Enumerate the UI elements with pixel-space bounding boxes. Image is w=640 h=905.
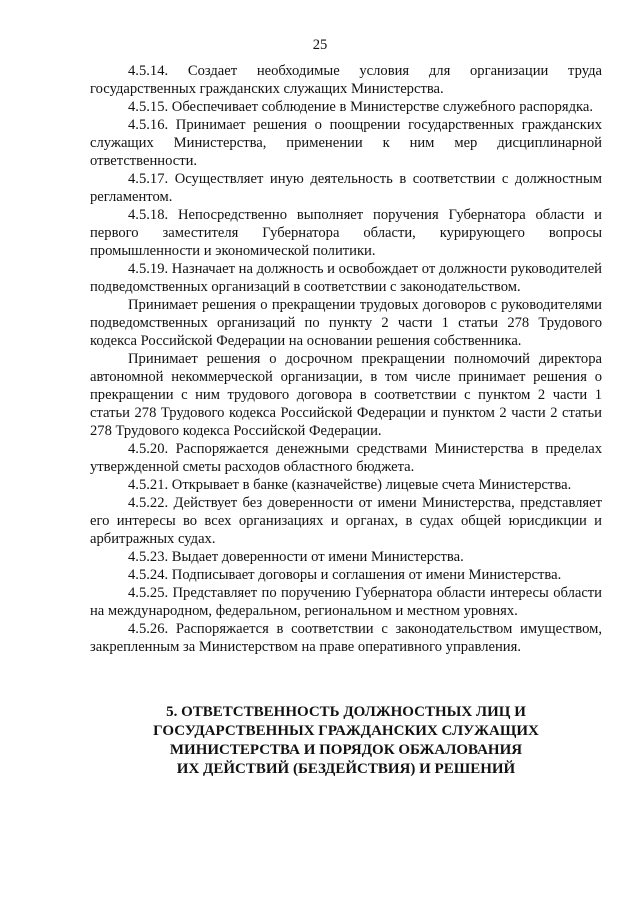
page-number: 25 [312,37,328,53]
paragraph-4-5-20: 4.5.20. Распоряжается денежными средствами Министерства в пределах утвержденной сметы расходов областного бюджета. [90,441,602,475]
paragraph-4-5-21: 4.5.21. Открывает в банке (казначействе) лицевые счета Министерства. [128,477,572,493]
section-heading-line: ИХ ДЕЙСТВИЙ (БЕЗДЕЙСТВИЯ) И РЕШЕНИЙ [176,761,516,777]
paragraph-4-5-22: 4.5.22. Действует без доверенности от имени Министерства, представляет его интересы во всех организациях и органах, в судах общей юрисдикции и арбитражных судах. [90,495,602,547]
paragraph-4-5-14: 4.5.14. Создает необходимые условия для организации труда государственных гражданских служащих Министерства. [90,63,602,97]
section-heading-line: МИНИСТЕРСТВА И ПОРЯДОК ОБЖАЛОВАНИЯ [169,742,523,758]
paragraph-contract-termination: Принимает решения о прекращении трудовых договоров с руководителями подведомственных организаций по пункту 2 части 1 статьи 278 Трудового кодекса Российской Федерации на основании решения собственника. [90,297,602,349]
paragraph-4-5-23: 4.5.23. Выдает доверенности от имени Министерства. [128,549,464,565]
paragraph-4-5-24: 4.5.24. Подписывает договоры и соглашения от имени Министерства. [128,567,562,583]
section-heading [90,703,602,779]
paragraph-4-5-17: 4.5.17. Осуществляет иную деятельность в соответствии с должностным регламентом. [90,171,602,205]
paragraph-4-5-15: 4.5.15. Обеспечивает соблюдение в Министерстве служебного распорядка. [128,99,594,115]
paragraph-4-5-16: 4.5.16. Принимает решения о поощрении государственных гражданских служащих Министерства, применении к ним мер дисциплинарной ответственности. [90,117,602,169]
section-heading-line: ГОСУДАРСТВЕННЫХ ГРАЖДАНСКИХ СЛУЖАЩИХ [153,723,539,739]
paragraph-4-5-18: 4.5.18. Непосредственно выполняет поручения Губернатора области и первого заместителя Губернатора области, курирующего вопросы промышленности и экономической политики. [90,207,602,259]
paragraph-4-5-19: 4.5.19. Назначает на должность и освобождает от должности руководителей подведомственных организаций в соответствии с законодательством. [90,261,602,295]
body-text [90,62,602,656]
paragraph-director-termination: Принимает решения о досрочном прекращении полномочий директора автономной некоммерческой организации, в том числе принимает решения о прекращении с ним трудового договора в соответствии с пунктом 2 части 1 статьи 278 Трудового кодекса Российской Федерации и пунктом 2 части 2 статьи 278 Трудового кодекса Российской Федерации. [90,351,602,439]
paragraph-4-5-26: 4.5.26. Распоряжается в соответствии с законодательством имуществом, закрепленным за Министерством на праве оперативного управления. [90,621,602,655]
paragraph-4-5-25: 4.5.25. Представляет по поручению Губернатора области интересы области на международном, федеральном, региональном и местном уровнях. [90,585,602,619]
section-heading-line: 5. ОТВЕТСТВЕННОСТЬ ДОЛЖНОСТНЫХ ЛИЦ И [166,704,526,720]
